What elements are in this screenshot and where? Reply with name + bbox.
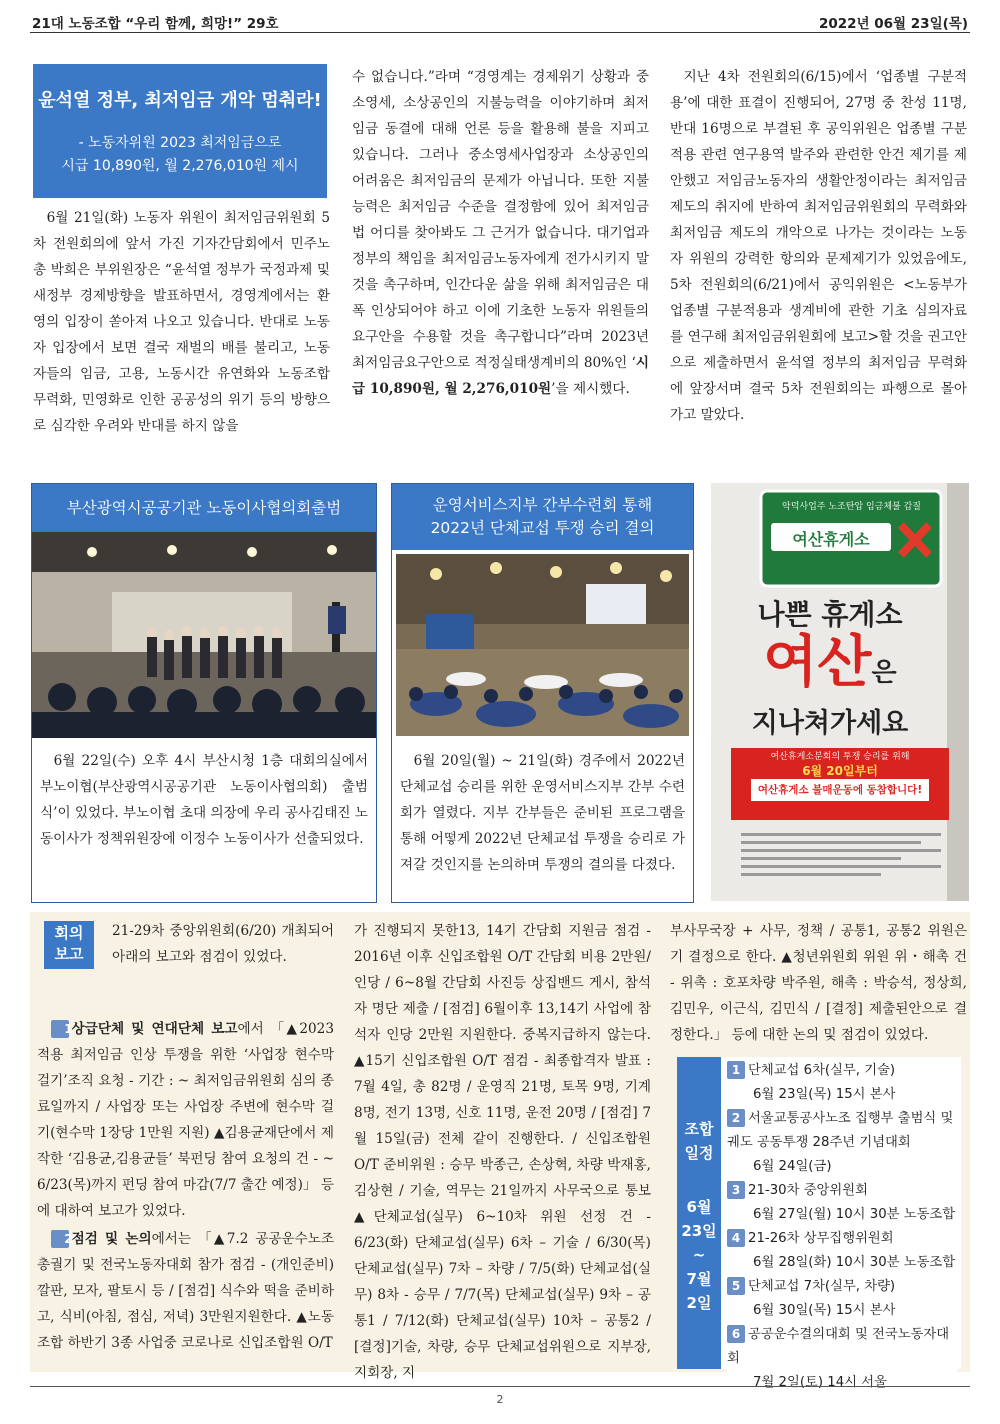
number-badge: 5 [727,1277,745,1295]
schedule-item-when: 6월 28일(화) 10시 30분 노동조합 [753,1255,956,1270]
retreat-photo [396,554,689,736]
poster-band-line2: 6월 20일부터 [802,764,878,778]
schedule-item [727,1227,957,1275]
schedule-item [727,1059,957,1107]
meeting-intro: 21-29차 중앙위원회(6/20) 개최되어 아래의 보고와 점검이 있었다. [112,923,334,965]
schedule-item-title: 21-30차 중앙위원회 [748,1183,868,1198]
schedule-item [727,1323,957,1395]
poster-headline-3: 지나쳐가세요 [751,708,909,739]
newsletter-issue-title: 21대 노동조합 “우리 함께, 희망!” 29호 [32,16,279,32]
issue-date: 2022년 06월 23일(목) [818,16,968,32]
meeting-item-1: 1상급단체 및 연대단체 보고에서 「▲2023 적용 최저임금 인상 투쟁을 위한 ‘사업장 현수막 걸기’조직 요청 - 기간 : ~ 최저임금위원회 심의 종료일까지 / 사업장 또는 사업장 주변에 현수막 걸기(현수막 1장당 1만원 지원) ▲김용균재단에서 제작한 ‘김용균,김용균들’ 북펀딩 참여 요청의 건 - ~ 6/23(목)까지 펀딩 참여 마감(7/7 출간 예정)」 등에 대하여 보고가 있었다. [37,1021,334,1219]
photo-caption: 6월 20일(월) ~ 21일(화) 경주에서 2022년 단체교섭 승리를 위한 운영서비스지부 간부 수련회가 열렸다. 지부 간부들은 준비된 프로그램을 통해 어떻게 2022년 단체교섭 투쟁을 승리로 가져갈 것인지를 논의하며 투쟁의 결의를 다졌다. [400,753,685,873]
number-badge: 3 [727,1181,745,1199]
poster-fine-print [741,828,941,881]
article1-paragraph: 6월 21일(화) 노동자 위원이 최저임금위원회 5차 전원회의에 앞서 가진 기자간담회에서 민주노총 박희은 부위원장은 “윤석열 정부가 국정과제 및 새정부 경제방향을 발표하면서, 경영계에서는 환영의 입장이 쏟아져 나오고 있습니다. 반대로 노동자 입장에서 보면 결국 재벌의 배를 불리고, 노동자들의 임금, 고용, 노동시간 유연화와 노동조합 무력화, 민영화로 인한 공공성의 위기 등의 방향으로 심각한 우려와 반대를 하지 않을 [33,210,330,434]
schedule-range: 6월 23일 ~ 7월 2일 [681,1198,717,1312]
photo-caption: 6월 22일(수) 오후 4시 부산시청 1층 대회의실에서 부노이협(부산광역시공공기관 노동이사협의회) 출범식’이 있었다. 부노이협 초대 의장에 우리 공사김태진 노동이사가 정책위원장에 이정수 노동이사가 선출되었다. [40,753,368,847]
union-schedule [677,1057,961,1390]
schedule-item [727,1179,957,1227]
headline-subtitle-line2: 시급 10,890원, 월 2,276,010원 제시 [61,158,299,174]
schedule-item-title: 공공운수결의대회 및 전국노동자대회 [727,1327,950,1366]
article1-paragraph: 수 없습니다.”라며 “경영계는 경제위기 상황과 중소영세, 소상공인의 지불능력을 이야기하며 최저임금 동결에 대해 언론 등을 활용해 불을 지피고 있습니다. 그러나 중소영세사업장과 소상공인의 어려움은 최저임금의 문제가 아닙니다. 또한 지불능력은 최저임금 수준을 결정함에 있어 최저임금법 어디를 찾아봐도 그 근거가 없습니다. 대기업과 정부의 책임을 최저임금노동자에게 전가시키지 말 것을 촉구하며, 인간다운 삶을 위해 최저임금은 대폭 인상되어야 하고 이에 기초한 노동자 위원들의 요구안을 수용할 것을 촉구합니다”라며 2023년 최저임금요구안으로 적정실태생계비의 80%인 ‘시급 10,890원, 월 2,276,010원’을 제시했다. [352,69,650,397]
number-badge: 2 [727,1109,745,1127]
headline-subtitle-line1: - 노동자위원 2023 최저임금으로 [78,135,282,151]
number-badge: 4 [727,1229,745,1247]
meeting-column-3: 부사무국장 + 사무, 정책 / 공통1, 공통2 위원은 기 결정으로 한다. ▲청년위원회 위원 위・해촉 건 - 위촉 : 호포차량 박주원, 해촉 : 박승석, 정상희, 김민우, 이근식, 김민식 / [결정] 제출된안으로 결정한다.」 등에 대한 논의 및 점검이 있었다. [670,923,967,1043]
headline-title: 윤석열 정부, 최저임금 개악 멈춰라! [38,90,322,111]
schedule-item-when: 7월 2일(토) 14시 서울 [753,1375,887,1390]
schedule-item-when: 6월 27일(월) 10시 30분 노동조합 [753,1207,956,1222]
number-badge: 1 [51,1020,69,1038]
schedule-item-title: 단체교섭 6차(실무, 기술) [748,1063,896,1078]
photo-article-title: 운영서비스지부 간부수련회 통해 2022년 단체교섭 투쟁 승리 결의 [392,484,693,550]
meeting-column-1 [37,1016,334,1356]
schedule-label: 조합 일정 6월 23일 ~ 7월 2일 [677,1057,721,1369]
schedule-item [727,1107,957,1179]
number-badge: 6 [727,1325,745,1343]
article1-column-1 [33,205,330,439]
number-badge: 2 [51,1230,69,1248]
schedule-item-when: 6월 23일(목) 15시 본사 [753,1087,896,1102]
schedule-item-title: 단체교섭 7차(실무, 차량) [748,1279,896,1294]
article1-column-3 [670,64,967,428]
poster-band-line3: 여산휴게소 불매운동에 동참합니다! [757,784,923,796]
page-number: 2 [496,1393,504,1406]
schedule-list [727,1059,957,1395]
ceremony-photo [32,532,376,738]
meeting-report-label: 회의 보고 [44,921,94,969]
meeting-column-2: 가 진행되지 못한13, 14기 간담회 지원금 점검 - 2016년 이후 신입조합원 O/T 간담회 비용 2만원/인당 / 6~8월 간담회 사진등 상집밴드 게시, 참석자 명단 제출 / [점검] 6월이후 13,14기 사업에 참석자 인당 2만원 지원한다. 중복지급하지 않는다. ▲15기 신입조합원 O/T 점검 - 최종합격자 발표 : 7월 4일, 총 82명 / 운영직 21명, 토목 9명, 기계 8명, 전기 13명, 신호 11명, 운전 20명 / [점검] 7월 15일(금) 전체 같이 진행한다. / 신입조합원 O/T 준비위원 : 승무 박종근, 손상혁, 차량 박재홍, 김상현 / 기술, 역무는 21일까지 사무국으로 통보 ▲단체교섭(실무) 6~10차 위원 선정 건 - 6/23(화) 단체교섭(실무) 6차 – 기술 / 6/30(목) 단체교섭(실무) 7차 – 차량 / 7/5(화) 단체교섭(실무) 8차 - 승무 / 7/7(목) 단체교섭(실무) 9차 – 공통1 / 7/12(화) 단체교섭(실무) 10차 – 공통2 / [결정]기술, 차량, 승무 단체교섭위원으로 지부장, 지회장, 지 [354,923,651,1381]
article1-column-2 [352,64,649,402]
footer-divider [30,1386,970,1387]
poster-sign-top: 악덕사업주 노조탄압 임금체불 갑질 [782,502,921,512]
photo-article-busan [31,483,377,903]
number-badge: 1 [727,1061,745,1079]
poster-headline-2: 여산은 [763,630,897,695]
schedule-item-when: 6월 24일(금) [753,1159,832,1174]
poster-sign-main: 여산휴게소 [792,530,870,549]
header-divider [30,32,970,33]
photo-article-retreat [391,483,694,903]
photo-article-title: 부산광역시공공기관 노동이사협의회출범 [32,484,376,532]
wage-demand: 시급 10,890원, 월 2,276,010원 [352,355,650,397]
boycott-poster [711,483,969,901]
article1-paragraph: 지난 4차 전원회의(6/15)에서 ‘업종별 구분적용’에 대한 표결이 진행되어, 27명 중 찬성 11명, 반대 16명으로 부결된 후 공익위원은 업종별 구분적용 관련 연구용역 발주와 관련한 안건 제기를 제안했고 저임금노동자의 생활안정이라는 최저임금 제도의 취지에 반하여 최저임금위원회의 무력화와 최저임금 제도의 개악으로 나가는 것이라는 노동자 위원의 강력한 항의와 문제제기가 있었음에도, 5차 전원회의(6/21)에서 공익위원은 <노동부가 업종별 구분적용과 생계비에 관한 기초 심의자료를 연구해 최저임금위원회에 보고>할 것을 권고안으로 제출하면서 윤석열 정부의 최저임금 무력화에 앞장서며 결국 5차 전원회의는 파행으로 몰아가고 말았다. [670,69,967,423]
poster-headline-1: 나쁜 휴게소 [757,598,903,631]
headline-box [33,64,327,198]
poster-band-line1: 여산휴게소분회의 투쟁 승리를 위해 [770,752,910,762]
schedule-item [727,1275,957,1323]
schedule-item-when: 6월 30일(목) 15시 본사 [753,1303,896,1318]
schedule-item-title: 21-26차 상무집행위원회 [748,1231,894,1246]
schedule-item-title: 서울교통공사노조 집행부 출범식 및 궤도 공동투쟁 28주년 기념대회 [727,1111,954,1150]
meeting-item-2: 2점검 및 논의에서는 「▲7.2 공공운수노조 총궐기 및 전국노동자대회 참가 점검 - (개인준비) 깔판, 모자, 팔토시 등 / [점검] 식수와 떡을 준비하고, 식비(아침, 점심, 저녁) 3만원지원한다. ▲노동조합 하반기 3종 사업중 코로나로 신입조합원 O/T [37,1231,335,1351]
headline-subtitle [43,132,317,178]
